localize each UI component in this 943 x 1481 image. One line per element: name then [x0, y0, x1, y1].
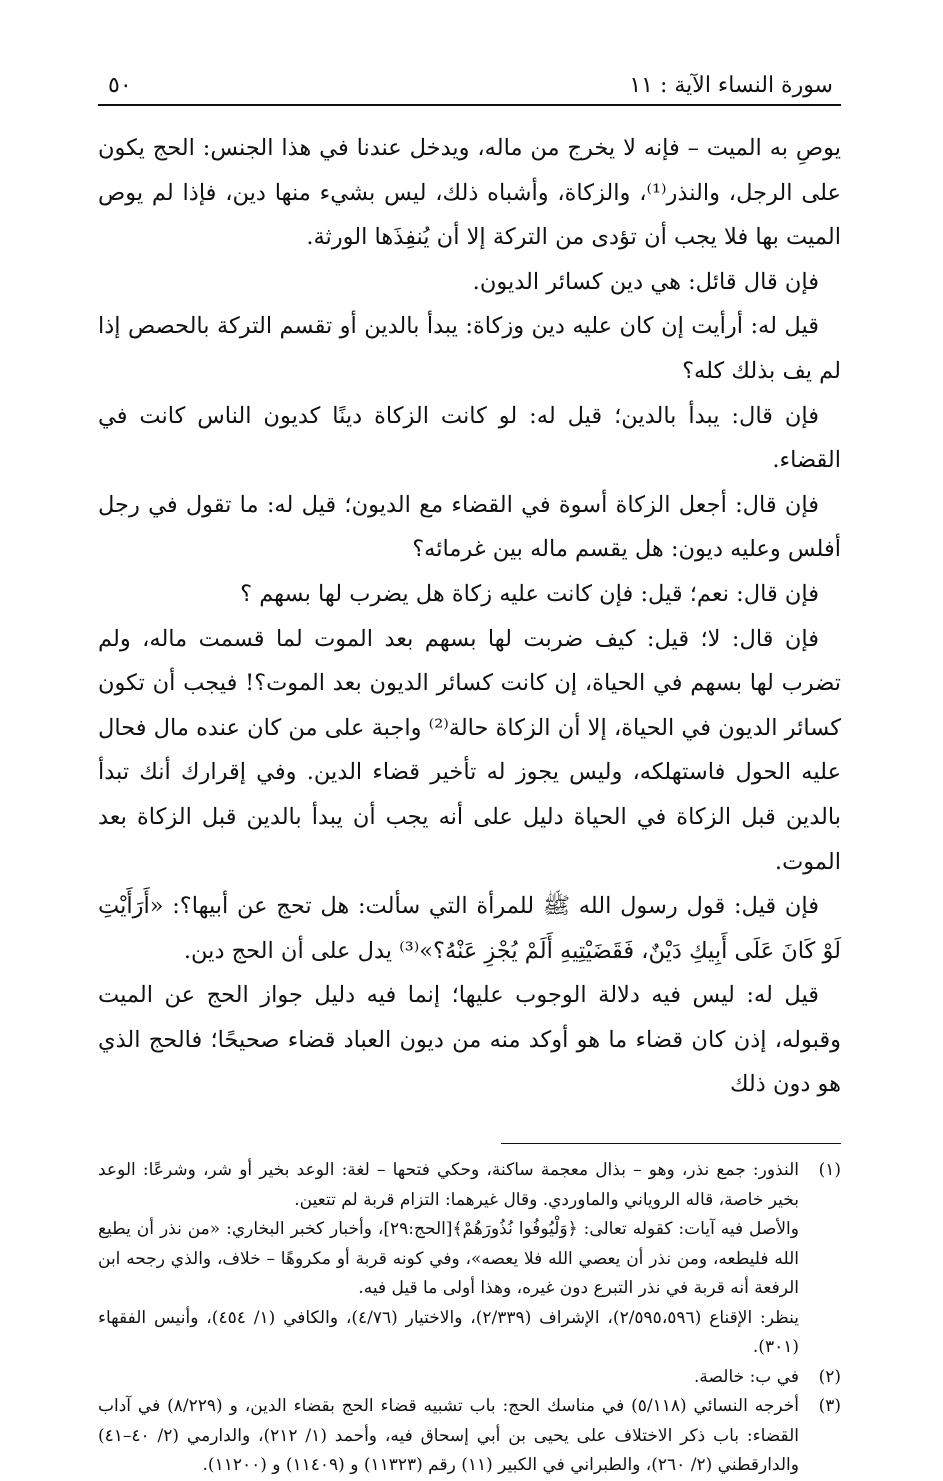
footnote-number: (٢) — [818, 1366, 841, 1387]
running-header — [98, 64, 841, 98]
footnote-number: (٣) — [818, 1396, 841, 1417]
paragraph: فإن قال: يبدأ بالدين؛ قيل له: لو كانت الزكاة دينًا كديون الناس كانت في القضاء. — [98, 402, 841, 474]
footnote-line: أخرجه النسائي (٥/١١٨) في مناسك الحج: باب تشبيه قضاء الحج بقضاء الدين، و (٨/٢٢٩) في آداب القضاء: باب ذكر الاختلاف على يحيى بن أبي إسحاق فيه، وأحمد (١/ ٢١٢)، والدارمي (٢/ ٤٠–٤١) والدارقطني (٢/ ٢٦٠)، والطبراني في الكبير (١١) رقم (١١٣٢٣) و (١١٤٠٩) و (١١٢٠٠). — [98, 1396, 800, 1476]
page-number: ٥٠ — [108, 73, 132, 98]
footnote-number: (١) — [818, 1160, 841, 1181]
footnote-text — [98, 1392, 799, 1481]
footnote — [98, 1156, 841, 1363]
footnote-separator — [501, 1143, 841, 1144]
footnote — [98, 1392, 841, 1481]
footnote-text — [98, 1156, 799, 1363]
footnote-line: النذور: جمع نذر، وهو – بذال معجمة ساكنة، وحكي فتحها – لغة: الوعد بخير أو شر، وشرعًا: الوعد بخير خاصة، قاله الروياني والماوردي. وقال غيرهما: التزام قربة لم تتعين. — [98, 1160, 799, 1210]
surah-title: سورة النساء الآية : ١١ — [629, 73, 833, 98]
paragraph: فإن قال قائل: هي دين كسائر الديون. — [472, 268, 819, 295]
paragraph: فإن قال: لا؛ قيل: كيف ضربت لها بسهم بعد الموت لما قسمت ماله، ولم تضرب لها بسهم في الحياة، إن كانت كسائر الديون بعد الموت؟! فيجب أن تكون كسائر الديون في الحياة، إلا أن الزكاة حالة⁽²⁾ واجبة على من كان عنده مال فحال عليه الحول فاستهلكه، وليس يجوز له تأخير قضاء الدين. وفي إقرارك أنك تبدأ بالدين قبل الزكاة في الحياة دليل على أنه يجب أن يبدأ بالدين قبل الزكاة بعد الموت. — [98, 625, 841, 875]
footnote-line: والأصل فيه آيات: كقوله تعالى: ﴿وَلْيُوفُوا نُذُورَهُمْ﴾[الحج:٢٩]، وأخبار كخبر البخاري: «من نذر أن يطيع الله فليطعه، ومن نذر أن يعصي الله فلا يعصه»، وفي كونه قربة أو مكروهًا – خلاف، والذي رجحه ابن الرفعة أنه قربة في نذر التبرع دون غيره، وهذا أولى ما قيل فيه. — [98, 1219, 799, 1299]
paragraph: فإن قال: نعم؛ قيل: فإن كانت عليه زكاة هل يضرب لها بسهم ؟ — [240, 580, 819, 607]
footnote-text — [98, 1363, 799, 1393]
paragraph: قيل له: ليس فيه دلالة الوجوب عليها؛ إنما فيه دليل جواز الحج عن الميت وقبوله، إذن كان قضاء ما هو أوكد منه من ديون العباد قضاء صحيحًا؛ فالحج الذي هو دون ذلك — [98, 982, 841, 1098]
footnotes — [98, 1156, 841, 1481]
paragraph: فإن قال: أجعل الزكاة أسوة في القضاء مع الديون؛ قيل له: ما تقول في رجل أفلس وعليه ديون: هل يقسم ماله بين غرمائه؟ — [98, 491, 841, 563]
paragraph: يوصِ به الميت – فإنه لا يخرج من ماله، ويدخل عندنا في هذا الجنس: الحج يكون على الرجل، والنذر⁽¹⁾، والزكاة، وأشباه ذلك، ليس بشيء منها دين، فإذا لم يوص الميت بها فلا يجب أن تؤدى من التركة إلا أن يُنفِذَها الورثة. — [98, 135, 841, 251]
footnote-line: ينظر: الإقناع (٢/٥٩٥،٥٩٦)، الإشراف (٢/٣٣٩)، والاختيار (٤/٧٦)، والكافي (١/ ٤٥٤)، وأنيس الفقهاء (٣٠١). — [98, 1307, 799, 1358]
main-text — [98, 126, 841, 1107]
footnote — [98, 1363, 841, 1393]
footnote-line: في ب: خالصة. — [694, 1366, 799, 1387]
paragraph: قيل له: أرأيت إن كان عليه دين وزكاة: يبدأ بالدين أو تقسم التركة بالحصص إذا لم يف بذلك كله؟ — [98, 313, 841, 384]
header-rule — [98, 104, 841, 106]
paragraph: فإن قيل: قول رسول الله ﷺ للمرأة التي سألت: هل تحج عن أبيها؟: «أَرَأَيْتِ لَوْ كَانَ عَلَى أَبِيكِ دَيْنٌ، فَقَضَيْتِيهِ أَلَمْ يُجْزِ عَنْهُ؟»⁽³⁾ يدل على أن الحج دين. — [98, 893, 841, 964]
